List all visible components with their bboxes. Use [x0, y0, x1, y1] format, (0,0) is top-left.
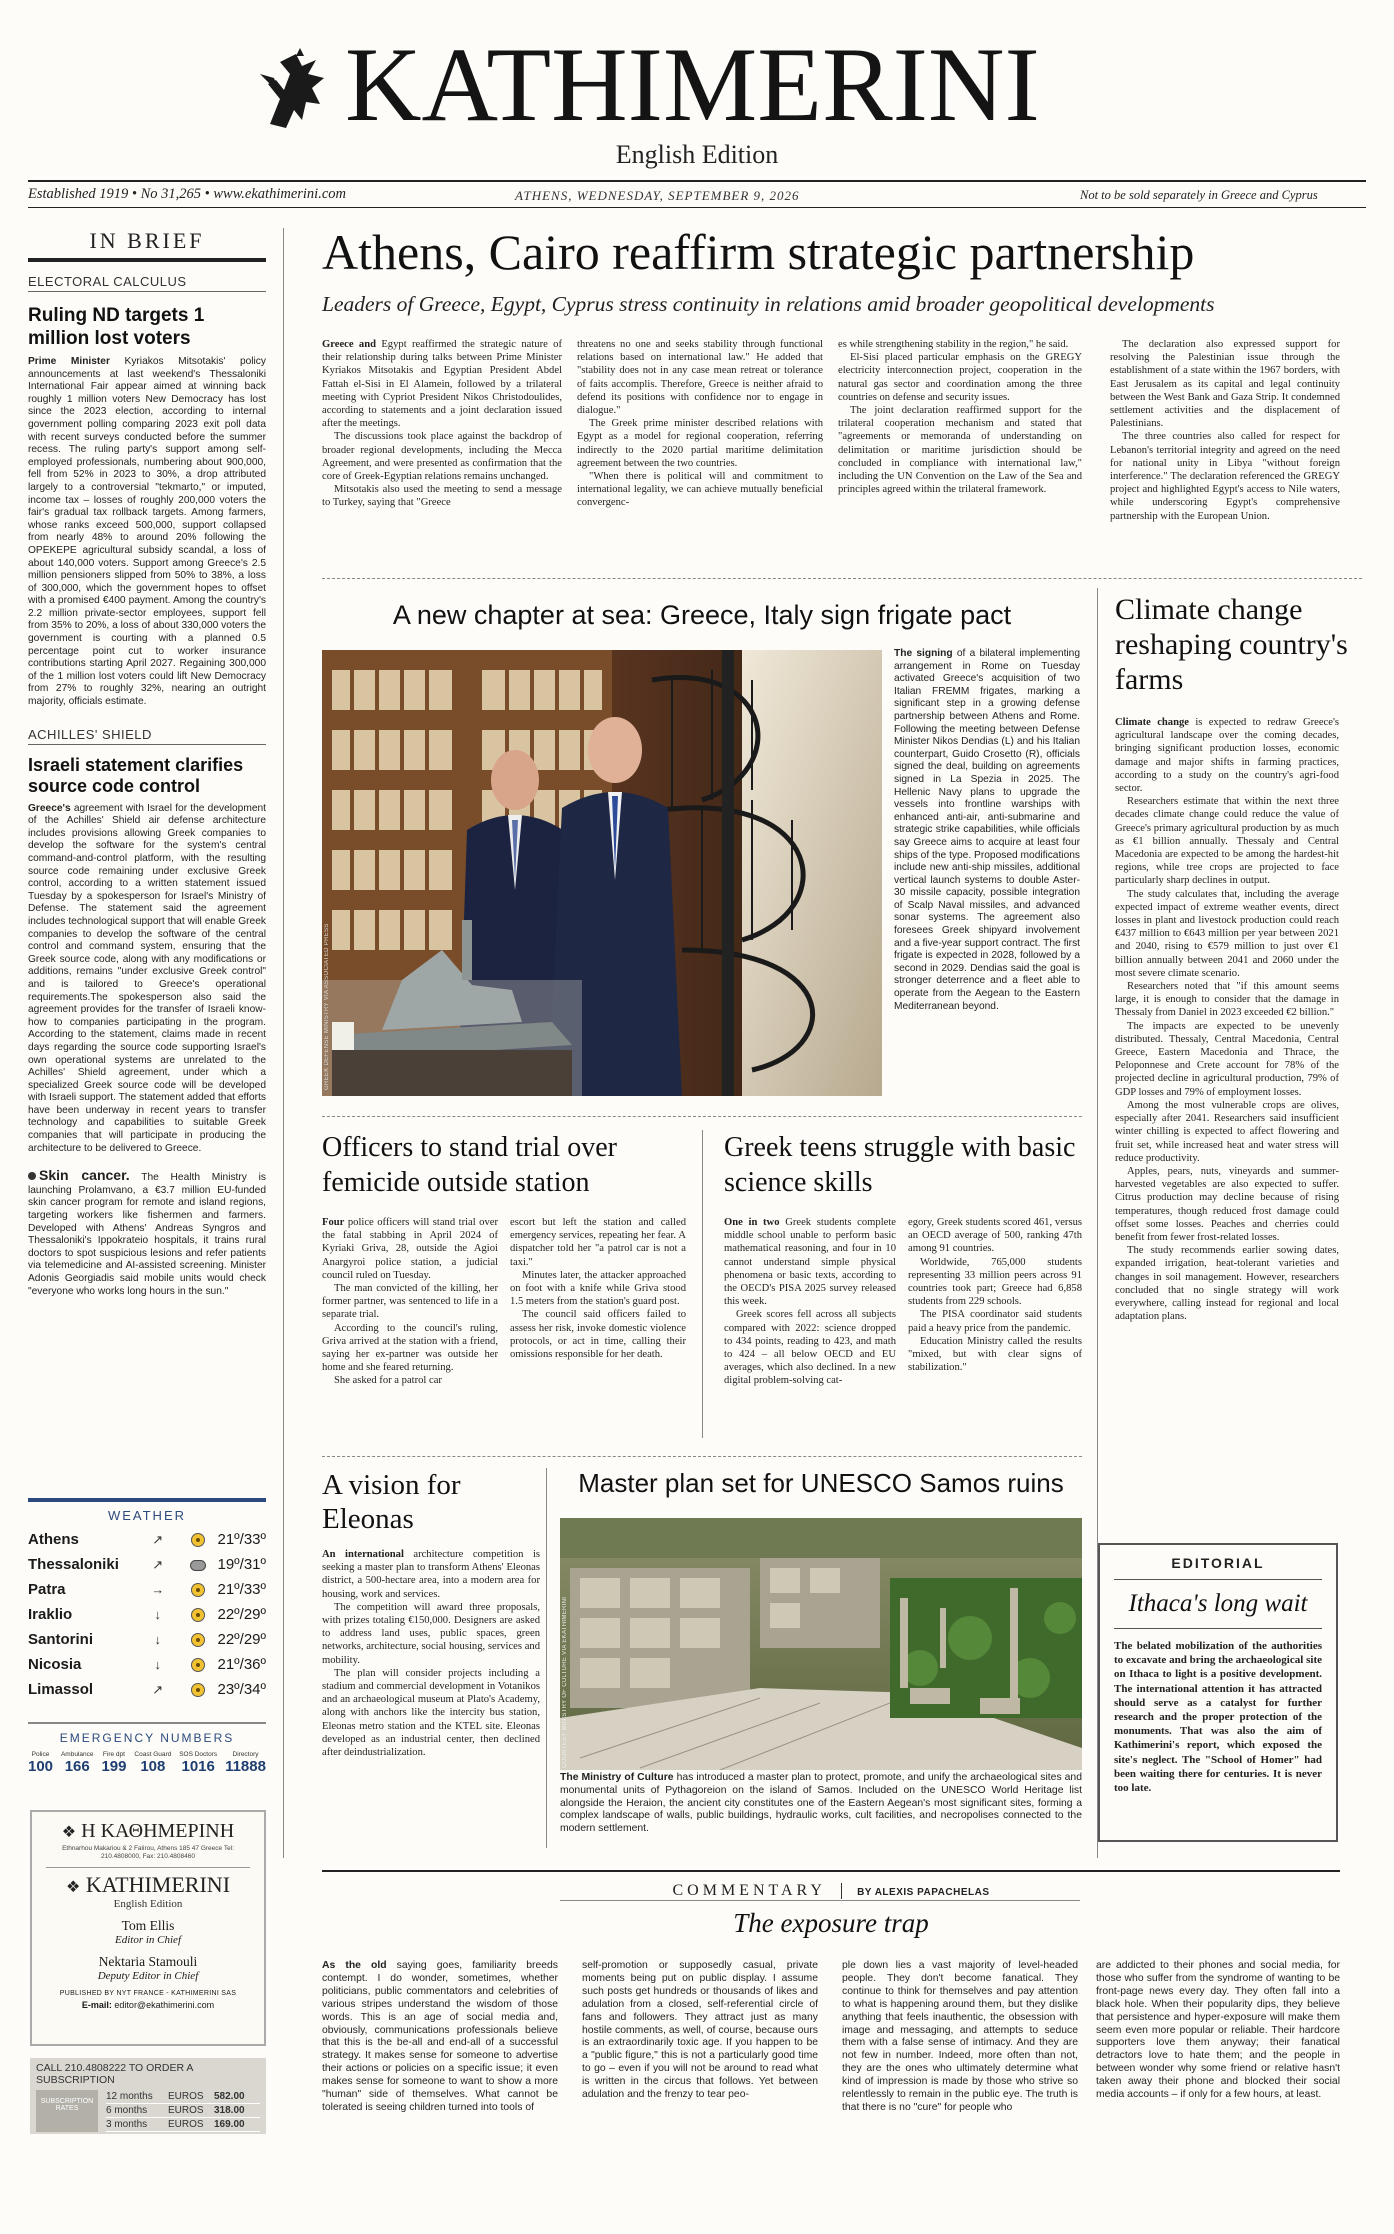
imprint-email-label: E-mail:	[81, 2000, 112, 2010]
emergency-number: 108	[140, 1758, 166, 1775]
editorial-label: EDITORIAL	[1171, 1555, 1265, 1571]
bullet-icon	[28, 1172, 36, 1180]
frigate-photo-illustration	[322, 650, 882, 1096]
imprint-deputy-name: Nektaria Stamouli	[98, 1954, 198, 1969]
subscription-currency: EUROS	[168, 2105, 204, 2116]
weather-row	[28, 1677, 266, 1702]
masthead-established: Established 1919 • No 31,265 • www.ekathimerini.com	[28, 186, 346, 202]
commentary-byline: BY ALEXIS PAPACHELAS	[857, 1887, 990, 1898]
commentary-headline: The exposure trap	[733, 1908, 929, 1938]
in-brief-column	[28, 228, 266, 1298]
brief-body-skin: Skin cancer. The Health Ministry is launching Prolamvano, a €3.7 million EU-funded skin cancer program for remote and island regions, targeting workers like fishermen and farmers. Developed with Athens' Andreas Syngros and Thessaloniki's Ippokrateio hospitals, it trains rural doctors to spot suspicious lesions and refer patients via telemedicine and AI-assisted screening. Minister Adonis Georgiadis said mobile units would check "everyone who works long hours in the sun."	[28, 1167, 266, 1297]
weather-city: Patra	[28, 1581, 66, 1598]
sun-icon	[178, 1577, 218, 1602]
samos-photo-credit: COURTESY MINISTRY OF CULTURE VIA EKATHIMERINI	[562, 1596, 568, 1768]
femicide-col-2: escort but left the station and called emergency services, repeating her fear. A dispatcher told her "a patrol car is not a taxi." Minutes later, the attacker approached on foot with a knife while Griva stood 1.5 meters from the station's guard post. The council said officers failed to assess her risk, invoke domestic violence protocols, or act in time, calling their omissions responsible for her death.	[510, 1217, 686, 1361]
weather-row	[28, 1602, 266, 1627]
commentary-label: COMMENTARY	[672, 1882, 826, 1899]
subscription-price: 318.00	[214, 2105, 245, 2116]
frigate-photo-credit: GREEK DEFENSE MINISTRY VIA ASSOCIATED PRESS	[324, 923, 330, 1090]
weather-box	[28, 1498, 266, 1702]
wind-icon: ↗	[152, 1532, 164, 1547]
sun-icon	[178, 1602, 218, 1627]
emergency-item	[61, 1751, 94, 1775]
griffin-logo-icon	[250, 44, 338, 140]
climate-headline: Climate change reshaping country's farms	[1115, 593, 1348, 696]
teens-headline: Greek teens struggle with basic science skills	[724, 1132, 1076, 1198]
commentary-lead: As the old	[322, 1960, 387, 1971]
emergency-box	[28, 1722, 266, 1775]
griffin-small-icon: ❖	[61, 1824, 77, 1841]
eleonas-headline: A vision for Eleonas	[322, 1469, 461, 1535]
emergency-item	[28, 1751, 53, 1775]
weather-city: Nicosia	[28, 1656, 82, 1673]
emergency-header: EMERGENCY NUMBERS	[59, 1731, 235, 1745]
subscription-price: 169.00	[214, 2119, 245, 2130]
emergency-item	[134, 1751, 171, 1775]
emergency-number: 100	[28, 1758, 54, 1775]
femicide-col-1: Four police officers will stand trial over the fatal stabbing in April 2024 of Kyriaki Griva, 28, outside the Agioi Anargyroi police station, a judicial council ruled on Tuesday. The man convicted of the killing, her former partner, was sentenced to life in a separate trial. According to the council's ruling, Griva arrived at the station with a friend, saying her ex-partner was outside her home and she feared returning. She asked for a patrol car	[322, 1217, 498, 1387]
weather-temp: 22º/29º	[217, 1606, 266, 1623]
subscription-currency: EUROS	[168, 2091, 204, 2102]
lead-col-3: es while strengthening stability in the region," he said. El-Sisi placed particular emphasis on the GREGY electricity interconnection project, cooperation in the natural gas sector and coordination among the three countries on defense and security issues. The joint declaration reaffirmed support for the trilateral cooperation mechanism and stated that "agreements or memoranda of understanding on delimitation or maritime jurisdiction should be concluded in compliance with international law," including the UN Convention on the Law of the Sea and principles agreed within the trilateral framework.	[838, 339, 1082, 496]
samos-headline: Master plan set for UNESCO Samos ruins	[578, 1468, 1064, 1498]
wind-icon: ↗	[152, 1682, 164, 1697]
emergency-label: SOS Doctors	[179, 1751, 218, 1758]
brief-body-achilles: Greece's agreement with Israel for the development of the Achilles' Shield air defense architecture includes provisions allowing Greek companies to develop the software for the system's central command-and-control platform, with the resulting source code remaining under exclusive Greek control, according to a written statement issued Tuesday by a spokesperson for Israel's Ministry of Defense. The statement said the agreement includes technological support that will enable Greek companies to develop the software of the central control and command system, ensuring that the Greek source code, along with any modifications or additions, remains "under exclusive Greek control" and is tailored to Greece's operational requirements.The spokesperson also said the agreement provides for the transfer of Israeli know-how to companies participating in the program. According to the statement, claims made in recent days regarding the source code supporting Israel's own operational systems are unrelated to the Achilles' Shield agreement, under which a specialized Greek source code will be developed with Israeli support. The statement added that efforts have been underway in recent years to transfer technology and capabilities to suitable Greek companies that will participate in producing the architecture to be delivered to Greece.	[28, 802, 266, 1154]
cloud-sun-icon	[178, 1552, 218, 1577]
editorial-body: The belated mobilization of the authorities to excavate and bring the archaeological site on Ithaca to light is a positive development. The international attention it has attracted should serve as a catalyst for further research and the proper protection of the monuments. That was also the aim of Kathimerini's report, which exposed the site's neglect. The "School of Homer" had been waiting there for centuries. It is never too late.	[1114, 1640, 1322, 1795]
femicide-headline: Officers to stand trial over femicide outside station	[322, 1132, 617, 1198]
teens-col-2: egory, Greek students scored 461, versus an OECD average of 500, ranking 47th among 91 countries. Worldwide, 765,000 students representing 33 million peers across 91 countries took part; Greece had 6,858 students from 229 schools. The PISA coordinator said students paid a heavy price from the pandemic. Education Ministry called the results "mixed, but with clear signs of stabilization."	[908, 1217, 1082, 1374]
imprint-address: Ethnarhou Makariou & 2 Falirou, Athens 185 47 Greece Tel: 210.4808000, Fax: 210.4808460	[62, 1845, 234, 1860]
weather-city: Thessaloniki	[28, 1556, 119, 1573]
editorial-box	[1098, 1543, 1338, 1842]
commentary-col-3: ple down lies a vast majority of level-headed people. They don't become fanatical. They continue to think for themselves and pay attention to what is happening around them, but they dislike anything that feels inauthentic, the obsession with image and messaging, and attempts to seduce them with a false sense of intimacy. And they are not few in number. Indeed, more often than not, they are the ones who ultimately determine what kind of impression is made by those who strive so relentlessly to remain in the public eye. The truth is that there is no "cure" for people who	[842, 1960, 1078, 2113]
lead-col-2: threatens no one and seeks stability through functional relations based on international law." He added that "stability does not in any case mean retreat or tolerance of faits accomplis. Therefore, Greece is neither afraid to defend its positions with confidence nor to engage in dialogue." The Greek prime minister described relations with Egypt as a model for regional cooperation, referring indirectly to the 2020 partial maritime delimitation agreement between the two countries. "When there is political will and commitment to international legality, we can achieve mutually beneficial convergenc-	[577, 339, 823, 509]
emergency-row	[28, 1751, 266, 1775]
subscription-box	[30, 2058, 266, 2134]
weather-table	[28, 1527, 266, 1702]
sun-icon	[178, 1627, 218, 1652]
weather-row	[28, 1627, 266, 1652]
weather-temp: 21º/33º	[217, 1581, 266, 1598]
weather-temp: 19º/31º	[217, 1556, 266, 1573]
subscription-price: 582.00	[214, 2091, 245, 2102]
imprint-edition: English Edition	[113, 1898, 183, 1910]
subscription-call: CALL 210.4808222 TO ORDER A SUBSCRIPTION	[36, 2062, 193, 2086]
subscription-row	[106, 2118, 260, 2132]
weather-row	[28, 1527, 266, 1552]
lead-deck: Leaders of Greece, Egypt, Cyprus stress continuity in relations amid broader geopolitical developments	[322, 292, 1215, 316]
brief-body-electoral: Prime Minister Kyriakos Mitsotakis' policy announcements at last weekend's Thessaloniki International Fair appear aimed at winning back roughly 1 million voters New Democracy has lost since the 2023 election, according to internal government polling comparing 2023 exit poll data with recent surveys conducted before the summer recess. The ruling party's support among self-employed professionals, numbering about 900,000, fell from 52% in 2023 to 30%, a drop attributed largely to a controversial "tekmarto," or imputed, income tax – losses of roughly 200,000 voters the fair's gradual tax rollback targets. Among farmers, whose ranks exceed 500,000, support collapsed from nearly 48% to around 20% following the OPEKEPE agricultural subsidy scandal, a loss of about 140,000 voters. Support among Greece's 2.5 million pensioners slipped from 50% to 38%, a loss of 300,000, which the government hopes to offset with a promised €400 payment. Among the country's 2.2 million private-sector employees, support fell from 35% to 20%, a loss of about 330,000 voters the government is courting with a planned 0.5 percentage point cut to worker insurance contributions starting April 2027. Regaining 300,000 of the 1 million lost voters could lift New Democracy from 27% to roughly 32%, nearing an outright majority, officials estimate.	[28, 356, 266, 708]
emergency-label: Ambulance	[60, 1751, 94, 1758]
imprint-editor-name: Tom Ellis	[121, 1918, 175, 1933]
weather-row	[28, 1652, 266, 1677]
imprint-title: KATHIMERINI	[85, 1872, 231, 1897]
wind-icon: ↗	[152, 1557, 164, 1572]
brief-headline-electoral: Ruling ND targets 1 million lost voters	[28, 305, 205, 349]
subscription-currency: EUROS	[168, 2119, 204, 2130]
emergency-label: Coast Guard	[134, 1751, 172, 1758]
emergency-number: 199	[101, 1758, 127, 1775]
emergency-number: 1016	[181, 1758, 215, 1775]
wind-icon: ↓	[154, 1632, 161, 1647]
commentary-col-1: As the old saying goes, familiarity breeds contempt. I do wonder, sometimes, whether politicians, public commentators and celebrities of various stripes understand the wisdom of those words. This is an age of social media and, obviously, communications professionals believe that this is the be-all and end-all of a successful strategy. It makes sense for someone to advertise their actions or policies on a specific issue; it even makes sense for someone to want to show a more "human" side of themselves. What cannot be tolerated is seeing children turned into tools of	[322, 1960, 558, 2113]
frigate-photo	[322, 650, 882, 1096]
imprint-deputy-role: Deputy Editor in Chief	[97, 1970, 199, 1982]
subscription-rates-label: SUBSCRIPTION RATES	[36, 2090, 98, 2132]
samos-photo	[560, 1518, 1082, 1770]
imprint-greek-title: Η ΚΑΘΗΜΕΡΙΝΗ	[81, 1820, 235, 1842]
weather-row	[28, 1552, 266, 1577]
masthead-date: ATHENS, WEDNESDAY, SEPTEMBER 9, 2026	[515, 188, 800, 203]
emergency-label: Police	[31, 1751, 50, 1758]
subscription-period: 12 months	[106, 2091, 153, 2102]
lead-headline: Athens, Cairo reaffirm strategic partnership	[322, 224, 1195, 280]
sun-icon	[178, 1527, 218, 1552]
samos-caption: The Ministry of Culture has introduced a master plan to protect, promote, and unify the archaeological sites and monumental units of Pythagoreion on the island of Samos. Included on the UNESCO World Heritage list alongside the Heraion, the ancient city constitutes one of the Eastern Aegean's most significant sites, forming a complex landscape of walls, public buildings, hydraulic works, cult facilities, and necropolises connected to the modern settlement.	[560, 1772, 1082, 1835]
imprint-editor-role: Editor in Chief	[115, 1934, 181, 1946]
in-brief-header: IN BRIEF	[28, 228, 266, 262]
teens-col-1: One in two Greek students complete middle school unable to perform basic mathematical reasoning, and four in 10 cannot understand simple physical phenomena or basic texts, according to the OECD's PISA 2025 survey released this week. Greek scores fell across all subjects compared with 2022: science dropped to 434 points, reading to 423, and math to 424 – all below OECD and EU averages, which also declined. In a new digital problem-solving cat-	[724, 1217, 896, 1387]
weather-city: Limassol	[28, 1681, 94, 1698]
commentary-col-4: are addicted to their phones and social media, for those who suffer from the syndrome of wanting to be front-page news every day. They often fall into a black hole. When their popularity dips, they believe that persistence and hyper-exposure will make them seem even more popular or reliable. Their hardcore supporters love them anyway; their fanatical detractors love to hate them; and the people in between wonder why some friend or relative hasn't taken away their phone and blocked their social media accounts – if only for a few hours, at least.	[1096, 1960, 1340, 2101]
weather-temp: 21º/36º	[217, 1656, 266, 1673]
lead-col-1: Greece and Egypt reaffirmed the strategic nature of their relationship during talks between Prime Minister Kyriakos Mitsotakis and Egyptian President Abdel Fattah el-Sisi in El Alamein, followed by a trilateral meeting with Cypriot President Nikos Christodoulides, according to statements and a joint declaration issued after the meetings. The discussions took place against the backdrop of broader regional developments, including the Mecca Agreement, and were presented as confirmation that the core of Greek-Egyptian relations remains unchanged. Mitsotakis also used the meeting to send a message to Turkey, saying that "Greece	[322, 339, 562, 509]
emergency-item	[179, 1751, 217, 1775]
climate-body: Climate change is expected to redraw Greece's agricultural landscape over the coming decades, bringing significant production losses, economic damage and major shifts in farming practices, according to a study on the country's agri-food sector. Researchers estimate that within the next three decades climate change could reduce the value of Greece's primary agricultural production by as much as €1 billion annually. Thessaly and Central Macedonia are expected to be among the hardest-hit regions, while tree crops are projected to face particularly sharp declines in output. The study calculates that, including the average expected impact of extreme weather events, direct losses in plant and livestock production could reach €437 million to €643 million per year between 2021 and 2040, rising to €579 million to just over €1 billion annually between 2041 and 2060 under the most severe climate scenario. Researchers noted that "if this amount seems large, it is enough to consider that the damage in Thessaly from Daniel in 2023 exceeded €2 billion." The impacts are expected to be unevenly distributed. Thessaly, Central Macedonia, Central Greece, Eastern Macedonia and Thrace, the Peloponnese and Crete account for 78% of the projected decline in agricultural production, 79% of GDP losses and 79% of employment losses. Among the most vulnerable crops are olives, especially after 2041. Researchers said insufficient winter chilling is expected to affect flowering and fruit set, while increased heat and water stress will reduce productivity. Apples, pears, nuts, vineyards and summer-harvested vegetables are also expected to suffer. Citrus production may decline because of rising temperatures, though reduced frost damage could offset some losses. Peaches and cherries could benefit from fewer frost-related losses. The study recommends earlier sowing dates, expanded irrigation, heat-tolerant varieties and changes in soil management. However, researchers concluded that no single strategy will work everywhere, calling instead for regional and local adaptation plans.	[1115, 717, 1339, 1323]
brief-headline-skin: Skin cancer.	[39, 1167, 130, 1184]
emergency-number: 166	[64, 1758, 90, 1775]
weather-city: Santorini	[28, 1631, 94, 1648]
sun-icon	[178, 1677, 218, 1702]
imprint-email[interactable]: editor@ekathimerini.com	[114, 2000, 215, 2010]
masthead-edition: English Edition	[615, 140, 779, 169]
emergency-item	[225, 1751, 266, 1775]
subscription-period: 3 months	[106, 2119, 148, 2130]
weather-city: Iraklio	[28, 1606, 73, 1623]
masthead-notice: Not to be sold separately in Greece and Cyprus	[1080, 188, 1318, 202]
weather-header: WEATHER	[107, 1508, 187, 1523]
femicide-lead: Four	[322, 1217, 345, 1228]
subscription-period: 6 months	[106, 2105, 148, 2116]
weather-temp: 22º/29º	[217, 1631, 266, 1648]
frigate-body: The signing of a bilateral implementing arrangement in Rome on Tuesday activated Greece's acquisition of two Italian FREMM frigates, marking a significant step in a growing defense partnership between Athens and Rome. Following the meeting between Defense Minister Nikos Dendias (L) and his Italian counterpart, Guido Crosetto (R), officials signed the deal, building on agreements signed in La Spezia in 2025. The Hellenic Navy plans to upgrade the vessels into frontline warships with enhanced anti-air, anti-submarine and strategic strike capabilities, while officials say Greece aims to acquire at least four ships of the type. Proposed modifications include new anti-ship missiles, additional vertical launch systems to double Aster-30 missile capacity, possible integration of Scalp Naval missiles, and advanced sonar systems. The agreement also foresees Greek shipyard involvement and a five-year support contract. The first frigate is expected in 2028, followed by a second in 2029. Dendias said the goal is stronger deterrence and a fleet able to operate from the Aegean to the Eastern Mediterranean beyond.	[894, 648, 1080, 1012]
eleonas-body: An international architecture competition is seeking a master plan to transform Athens' Eleonas district, a 500-hectare area, into a modern area for housing, work and services. The competition will award three proposals, with prizes totaling €150,000. Designers are asked to address land uses, public spaces, green networks, architecture, social housing, services and mobility. The plan will consider projects including a stadium and commercial development in Votanikos and an archaeological museum at Plato's Academy, along with anchors like the intercity bus station, Eleonas metro station and the KTEL site. Eleonas developed as an industrial center, then declined after deindustrialization.	[322, 1549, 541, 1759]
imprint-published: PUBLISHED BY NYT FRANCE - KATHIMERINI SAS	[59, 1990, 237, 1997]
frigate-headline: A new chapter at sea: Greece, Italy sign frigate pact	[392, 600, 1012, 630]
editorial-headline: Ithaca's long wait	[1128, 1590, 1308, 1617]
emergency-label: Fire dpt	[102, 1751, 125, 1758]
samos-lead: The Ministry of Culture	[560, 1772, 674, 1783]
brief-label-electoral: ELECTORAL CALCULUS	[28, 274, 266, 292]
emergency-item	[101, 1751, 126, 1775]
brief-lead-achilles: Greece's	[28, 802, 71, 814]
subscription-row	[106, 2090, 260, 2104]
eleonas-lead: An international	[322, 1549, 404, 1560]
commentary-header	[322, 1880, 1340, 1900]
lead-dropcap: Greece and	[322, 339, 376, 350]
subscription-row	[106, 2104, 260, 2118]
emergency-label: Directory	[232, 1751, 259, 1758]
brief-headline-achilles: Israeli statement clarifies source code control	[28, 754, 244, 796]
masthead	[0, 0, 1394, 210]
weather-temp: 23º/34º	[217, 1681, 266, 1698]
weather-temp: 21º/33º	[217, 1531, 266, 1548]
teens-lead: One in two	[724, 1217, 780, 1228]
commentary-col-2: self-promotion or supposedly casual, private moments being put on public display. I assume such posts get hundreds or thousands of likes and adulation from a closed, self-referential circle of fans and followers. They attract just as many hostile comments, as well, of course, because ours is an extraordinarily toxic age. If you happen to be a "public figure," this is not a particularly good time to go – even if you will not be around to read what is written in the circus that follows. Yet between adulation and the frenzy to tear peo-	[582, 1960, 818, 2101]
lead-col-4: The declaration also expressed support for resolving the Palestinian issue through the establishment of a state within the 1967 borders, with East Jerusalem as its capital and legal continuity between the West Bank and Gaza Strip. It condemned settlement activities and the displacement of Palestinians. The three countries also called for respect for Lebanon's territorial integrity and agreed on the need for national unity in Libya "without foreign interference." The declaration referenced the GREGY project and highlighted Egypt's access to Nile waters, while underscoring Egypt's comprehensive partnership with the European Union.	[1110, 339, 1340, 522]
sun-icon	[178, 1652, 218, 1677]
weather-row	[28, 1577, 266, 1602]
weather-city: Athens	[28, 1531, 79, 1548]
climate-lead: Climate change	[1115, 717, 1189, 728]
emergency-number: 11888	[225, 1758, 266, 1775]
wind-icon: ↓	[154, 1657, 161, 1672]
wind-icon: →	[151, 1582, 165, 1597]
brief-label-achilles: ACHILLES' SHIELD	[28, 727, 266, 745]
samos-photo-illustration	[560, 1518, 1082, 1770]
masthead-title: KATHIMERINI	[345, 26, 1040, 143]
wind-icon: ↓	[154, 1607, 161, 1622]
griffin-small-icon-2: ❖	[65, 1879, 81, 1896]
brief-lead-electoral: Prime Minister	[28, 356, 110, 367]
imprint-box	[30, 1810, 266, 2046]
frigate-lead: The signing	[894, 648, 953, 659]
